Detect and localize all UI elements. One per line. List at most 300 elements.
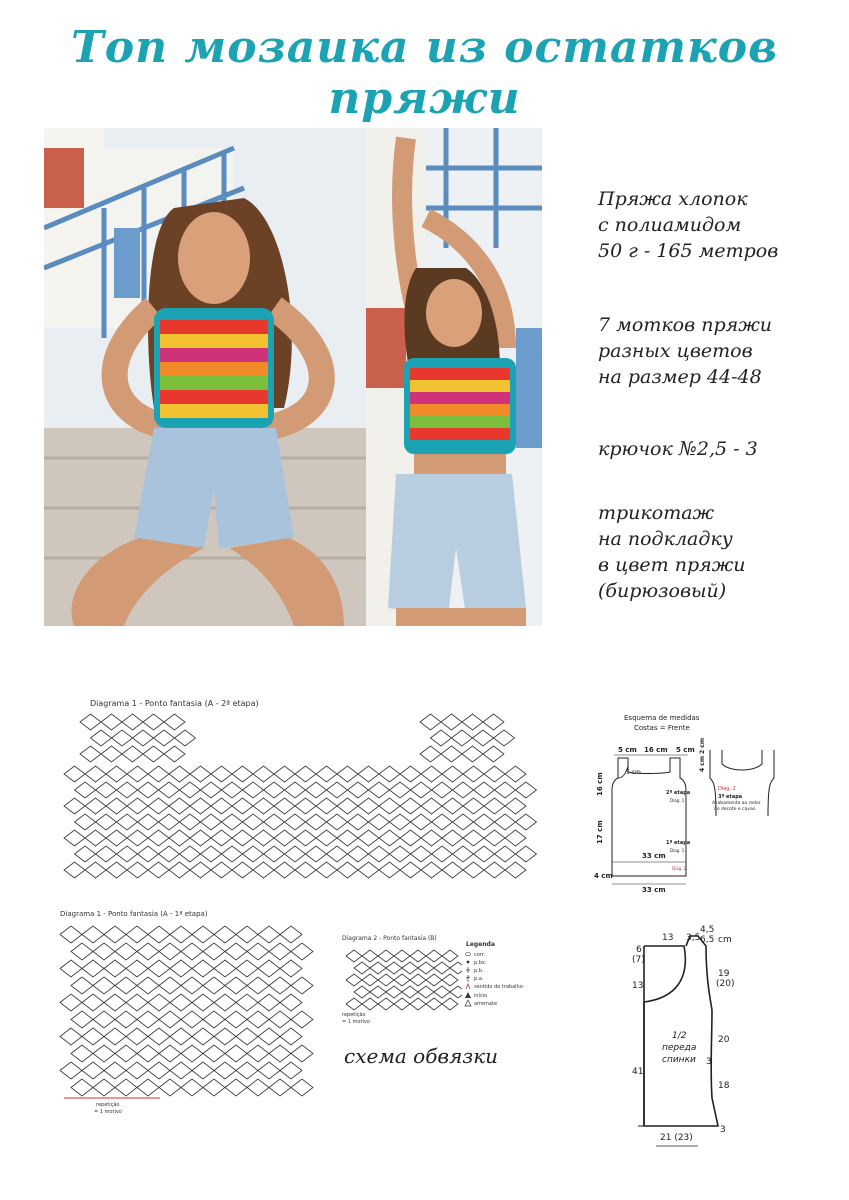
crochet-stitch-mark [201, 814, 222, 830]
crochet-stitch-mark [434, 986, 450, 998]
crochet-stitch-mark [258, 1028, 280, 1045]
pattern-number: 13 [632, 981, 644, 991]
crochet-stitch-mark [169, 766, 190, 782]
pattern-number: (7) [632, 955, 645, 965]
crochet-stitch-mark [214, 926, 236, 943]
crochet-stitch-mark [170, 960, 192, 977]
crochet-stitch-mark [274, 830, 295, 846]
crochet-stitch-mark [421, 830, 442, 846]
measure-label: 5 cm [676, 746, 695, 754]
crochet-stitch-mark [463, 766, 484, 782]
crochet-stitch-mark [192, 926, 214, 943]
crochet-stitch-mark [122, 714, 143, 730]
crochet-stitch-mark [127, 766, 148, 782]
crochet-stitch-mark [291, 1045, 313, 1062]
crochet-stitch-mark [474, 814, 495, 830]
diagram2-footer: = 1 motivo [342, 1019, 370, 1025]
yarn-line: с полиамидом [598, 214, 742, 236]
pattern-number: 13 [662, 933, 674, 943]
measure-label: 1ª etapa [666, 840, 691, 846]
crochet-stitch-mark [225, 1045, 247, 1062]
crochet-stitch-mark [137, 1011, 159, 1028]
crochet-stitch-mark [441, 714, 462, 730]
crochet-stitch-mark [362, 950, 378, 962]
crochet-stitch-mark [148, 798, 169, 814]
crochet-stitch-mark [348, 782, 369, 798]
crochet-stitch-mark [64, 766, 85, 782]
crochet-stitch-mark [402, 986, 418, 998]
crochet-stitch-mark [280, 960, 302, 977]
diagram1-lower-title: Diagrama 1 - Ponto fantasia (A - 1ª etapa) [60, 910, 208, 918]
crochet-stitch-mark [71, 1011, 93, 1028]
legend [462, 938, 542, 1018]
crochet-stitch-mark [295, 830, 316, 846]
crochet-stitch-mark [253, 830, 274, 846]
crochet-stitch-mark [516, 846, 537, 862]
crochet-stitch-mark [441, 746, 462, 762]
crochet-stitch-mark [117, 782, 138, 798]
crochet-stitch-mark [137, 1045, 159, 1062]
crochet-stitch-mark [82, 1028, 104, 1045]
model-photo-standing [366, 128, 542, 626]
crochet-stitch-mark [420, 746, 441, 762]
measure-label: Acabamento ao redor [712, 801, 761, 806]
crochet-stitch-mark [117, 814, 138, 830]
crochet-stitch-mark [253, 862, 274, 878]
crochet-stitch-mark [71, 977, 93, 994]
crochet-stitch-mark [426, 974, 442, 986]
crochet-stitch-mark [126, 994, 148, 1011]
crochet-stitch-mark [431, 730, 452, 746]
lining-line: в цвет пряжи [598, 554, 746, 576]
crochet-stitch-mark [115, 977, 137, 994]
crochet-stitch-mark [442, 798, 463, 814]
crochet-stitch-mark [442, 974, 458, 986]
crochet-stitch-mark [264, 782, 285, 798]
crochet-stitch-mark [247, 943, 269, 960]
crochet-stitch-mark [337, 766, 358, 782]
crochet-stitch-mark [71, 1045, 93, 1062]
pattern-number: 4,5 [700, 925, 715, 935]
crochet-stitch-mark [170, 926, 192, 943]
crochet-stitch-mark [295, 798, 316, 814]
measure-label: 2ª etapa [666, 790, 691, 796]
crochet-stitch-mark [426, 998, 442, 1010]
crochet-stitch-mark [236, 994, 258, 1011]
crochet-stitch-mark [93, 977, 115, 994]
crochet-stitch-mark [159, 846, 180, 862]
lining-line: (бирюзовый) [598, 580, 727, 602]
crochet-stitch-mark [390, 846, 411, 862]
crochet-stitch-mark [316, 766, 337, 782]
crochet-stitch-mark [378, 998, 394, 1010]
crochet-stitch-mark [82, 1062, 104, 1079]
crochet-stitch-mark [143, 714, 164, 730]
model-photo-seated [44, 128, 366, 626]
crochet-stitch-mark [104, 1062, 126, 1079]
crochet-stitch-mark [484, 830, 505, 846]
diagram1-upper-title: Diagrama 1 - Ponto fantasia (A - 2ª etapa) [90, 699, 259, 708]
crochet-stitch-mark [327, 846, 348, 862]
measure-label: 16 cm [644, 746, 668, 754]
yarn-line: 50 г - 165 метров [598, 240, 779, 262]
legend-item: corr. [474, 952, 485, 958]
crochet-stitch-mark [203, 977, 225, 994]
crochet-stitch-mark [462, 714, 483, 730]
crochet-stitch-mark [369, 814, 390, 830]
crochet-stitch-mark [495, 846, 516, 862]
crochet-stitch-mark [236, 1062, 258, 1079]
crochet-stitch-mark [386, 962, 402, 974]
crochet-stitch-mark [280, 1028, 302, 1045]
pattern-number: 41 [632, 1067, 644, 1077]
crochet-stitch-mark [379, 766, 400, 782]
crochet-stitch-mark [211, 830, 232, 846]
crochet-stitch-mark [421, 766, 442, 782]
crochet-stitch-mark [201, 846, 222, 862]
crochet-stitch-mark [269, 1045, 291, 1062]
crochet-stitch-mark [190, 766, 211, 782]
crochet-stitch-mark [243, 814, 264, 830]
pattern-number: 3 [706, 1057, 712, 1067]
crochet-stitch-mark [452, 730, 473, 746]
crochet-stitch-mark [474, 782, 495, 798]
crochet-stitch-mark [337, 830, 358, 846]
crochet-stitch-mark [516, 782, 537, 798]
crochet-stitch-mark [148, 862, 169, 878]
crochet-stitch-mark [420, 714, 441, 730]
crochet-stitch-mark [432, 782, 453, 798]
crochet-stitch-mark [225, 943, 247, 960]
crochet-stitch-mark [192, 994, 214, 1011]
crochet-stitch-mark [483, 714, 504, 730]
crochet-stitch-mark [138, 814, 159, 830]
crochet-stitch-mark [148, 994, 170, 1011]
crochet-stitch-mark [106, 798, 127, 814]
crochet-stitch-mark [192, 1062, 214, 1079]
crochet-stitch-mark [192, 1028, 214, 1045]
crochet-stitch-mark [232, 862, 253, 878]
crochet-stitch-mark [115, 1079, 137, 1096]
crochet-stitch-mark [164, 714, 185, 730]
crochet-stitch-mark [285, 814, 306, 830]
crochet-stitch-mark [274, 862, 295, 878]
crochet-stitch-mark [346, 950, 362, 962]
crochet-stitch-mark [442, 830, 463, 846]
crochet-stitch-mark [354, 986, 370, 998]
pattern-number: 3,5 [686, 933, 701, 943]
crochet-stitch-mark [64, 830, 85, 846]
crochet-stitch-mark [434, 962, 450, 974]
crochet-stitch-mark [394, 950, 410, 962]
crochet-stitch-mark [137, 1079, 159, 1096]
crochet-stitch-mark [148, 1062, 170, 1079]
crochet-stitch-mark [348, 846, 369, 862]
crochet-stitch-mark [358, 798, 379, 814]
crochet-stitch-mark [203, 943, 225, 960]
crochet-stitch-mark [127, 862, 148, 878]
crochet-stitch-mark [93, 943, 115, 960]
crochet-stitch-mark [159, 943, 181, 960]
crochet-stitch-mark [170, 994, 192, 1011]
crochet-stitch-mark [236, 960, 258, 977]
crochet-stitch-mark [269, 1011, 291, 1028]
crochet-stitch-mark [410, 950, 426, 962]
skeins-line: на размер 44-48 [598, 366, 762, 388]
crochet-stitch-mark [181, 1045, 203, 1062]
crochet-stitch-mark [143, 746, 164, 762]
pattern-number: cm [718, 935, 732, 945]
crochet-stitch-mark [432, 814, 453, 830]
crochet-stitch-mark [394, 998, 410, 1010]
crochet-stitch-mark [327, 814, 348, 830]
crochet-stitch-mark [463, 862, 484, 878]
crochet-stitch-mark [211, 766, 232, 782]
crochet-stitch-mark [402, 962, 418, 974]
crochet-stitch-mark [306, 814, 327, 830]
crochet-stitch-mark [306, 846, 327, 862]
crochet-stitch-mark [115, 943, 137, 960]
crochet-stitch-mark [82, 994, 104, 1011]
crochet-stitch-mark [495, 814, 516, 830]
crochet-stitch-mark [181, 977, 203, 994]
measure-label: Diag. 1 [670, 798, 685, 803]
crochet-stitch-mark [358, 862, 379, 878]
legend-item: início [474, 993, 488, 999]
crochet-stitch-mark [516, 814, 537, 830]
crochet-stitch-mark [181, 943, 203, 960]
crochet-stitch-mark [291, 1079, 313, 1096]
crochet-stitch-mark [370, 962, 386, 974]
crochet-stitch-mark [203, 1079, 225, 1096]
crochet-stitch-mark [60, 960, 82, 977]
crochet-stitch-mark [484, 798, 505, 814]
crochet-diagram-lower [40, 906, 325, 1116]
crochet-stitch-mark [60, 1062, 82, 1079]
crochet-stitch-mark [85, 830, 106, 846]
crochet-stitch-mark [93, 1045, 115, 1062]
crochet-stitch-mark [154, 730, 175, 746]
crochet-stitch-mark [494, 730, 515, 746]
crochet-stitch-mark [93, 1079, 115, 1096]
crochet-stitch-mark [400, 862, 421, 878]
crochet-stitch-mark [133, 730, 154, 746]
crochet-stitch-mark [232, 830, 253, 846]
crochet-stitch-mark [181, 1011, 203, 1028]
legend-item: p.a. [474, 976, 484, 982]
crochet-stitch-mark [96, 846, 117, 862]
pattern-label: 1/2 [672, 1031, 687, 1041]
pattern-number: 20 [718, 1035, 730, 1045]
crochet-stitch-mark [180, 782, 201, 798]
crochet-stitch-mark [505, 830, 526, 846]
crochet-stitch-mark [148, 830, 169, 846]
crochet-stitch-mark [170, 1028, 192, 1045]
crochet-stitch-mark [410, 974, 426, 986]
crochet-stitch-mark [258, 1062, 280, 1079]
crochet-stitch-mark [295, 862, 316, 878]
crochet-stitch-mark [280, 1062, 302, 1079]
crochet-stitch-mark [410, 998, 426, 1010]
crochet-stitch-mark [225, 1079, 247, 1096]
crochet-stitch-mark [211, 798, 232, 814]
crochet-stitch-mark [390, 814, 411, 830]
crochet-stitch-mark [274, 766, 295, 782]
crochet-stitch-mark [104, 960, 126, 977]
crochet-stitch-mark [170, 1062, 192, 1079]
crochet-stitch-mark [126, 926, 148, 943]
crochet-stitch-mark [203, 1045, 225, 1062]
crochet-stitch-mark [159, 977, 181, 994]
crochet-stitch-mark [214, 1028, 236, 1045]
lining-info [598, 500, 746, 604]
crochet-stitch-mark [337, 798, 358, 814]
hook-line: крючок №2,5 - 3 [598, 438, 758, 460]
crochet-stitch-mark [386, 986, 402, 998]
crochet-stitch-mark [80, 746, 101, 762]
measure-label: 5 cm [618, 746, 637, 754]
crochet-stitch-mark [346, 974, 362, 986]
crochet-stitch-mark [82, 960, 104, 977]
crochet-stitch-mark [358, 830, 379, 846]
crochet-stitch-mark [137, 977, 159, 994]
crochet-stitch-mark [159, 1079, 181, 1096]
measure-label: 2 cm [699, 737, 706, 754]
crochet-stitch-mark [370, 986, 386, 998]
crochet-stitch-mark [426, 950, 442, 962]
crochet-stitch-mark [442, 998, 458, 1010]
crochet-stitch-mark [379, 862, 400, 878]
measure-label: 16 cm [596, 772, 604, 796]
trim-scheme-label: схема обвязки [344, 1044, 499, 1068]
crochet-stitch-mark [362, 998, 378, 1010]
crochet-stitch-mark [306, 782, 327, 798]
measure-label: 3ª etapa [718, 794, 743, 800]
crochet-stitch-mark [505, 766, 526, 782]
crochet-stitch-mark [138, 846, 159, 862]
crochet-stitch-mark [75, 846, 96, 862]
crochet-stitch-mark [222, 782, 243, 798]
crochet-stitch-mark [421, 798, 442, 814]
measure-label: 5 cm [626, 769, 641, 776]
crochet-stitch-mark [71, 943, 93, 960]
crochet-stitch-mark [483, 746, 504, 762]
crochet-stitch-mark [126, 1062, 148, 1079]
measure-subtitle: Costas = Frente [634, 724, 690, 732]
crochet-stitch-mark [316, 862, 337, 878]
crochet-stitch-mark [418, 962, 434, 974]
crochet-stitch-mark [243, 782, 264, 798]
yarn-info [598, 186, 778, 264]
pattern-number: 6,5 [700, 935, 715, 945]
crochet-stitch-mark [222, 846, 243, 862]
crochet-stitch-mark [93, 1011, 115, 1028]
crochet-stitch-mark [264, 846, 285, 862]
crochet-stitch-mark [96, 814, 117, 830]
crochet-stitch-mark [442, 862, 463, 878]
crochet-stitch-mark [60, 926, 82, 943]
crochet-stitch-mark [126, 960, 148, 977]
crochet-stitch-mark [127, 830, 148, 846]
diagram2-title: Diagrama 2 - Ponto fantasia (B) [342, 935, 437, 942]
crochet-stitch-mark [269, 977, 291, 994]
crochet-stitch-mark [91, 730, 112, 746]
crochet-stitch-mark [421, 862, 442, 878]
crochet-stitch-mark [148, 960, 170, 977]
crochet-stitch-mark [180, 814, 201, 830]
crochet-stitch-mark [400, 766, 421, 782]
crochet-stitch-mark [211, 862, 232, 878]
crochet-stitch-mark [159, 1045, 181, 1062]
crochet-stitch-mark [85, 862, 106, 878]
crochet-stitch-mark [247, 1079, 269, 1096]
crochet-stitch-mark [190, 798, 211, 814]
pattern-label: спинки [662, 1055, 696, 1065]
crochet-stitch-mark [159, 814, 180, 830]
crochet-stitch-mark [295, 766, 316, 782]
crochet-stitch-mark [418, 986, 434, 998]
crochet-stitch-mark [159, 1011, 181, 1028]
crochet-stitch-mark [346, 998, 362, 1010]
crochet-stitch-mark [442, 950, 458, 962]
crochet-stitch-mark [122, 746, 143, 762]
crochet-stitch-mark [400, 830, 421, 846]
measure-label: Diag. 2 [718, 786, 736, 792]
legend-item: p.b. [474, 968, 484, 974]
crochet-stitch-mark [75, 782, 96, 798]
measure-label: Diag. 1 [670, 848, 685, 853]
crochet-stitch-mark [291, 943, 313, 960]
crochet-stitch-mark [201, 782, 222, 798]
crochet-stitch-mark [247, 1045, 269, 1062]
crochet-stitch-mark [379, 798, 400, 814]
crochet-stitch-mark [247, 1011, 269, 1028]
crochet-stitch-mark [378, 950, 394, 962]
crochet-stitch-mark [60, 994, 82, 1011]
crochet-stitch-mark [394, 974, 410, 986]
crochet-stitch-mark [453, 782, 474, 798]
page-title: Топ мозаика из остатков пряжи [71, 22, 778, 124]
crochet-stitch-mark [75, 814, 96, 830]
crochet-stitch-mark [117, 846, 138, 862]
crochet-stitch-mark [169, 830, 190, 846]
crochet-stitch-mark [106, 862, 127, 878]
crochet-stitch-mark [85, 798, 106, 814]
crochet-stitch-mark [232, 766, 253, 782]
crochet-stitch-mark [180, 846, 201, 862]
crochet-stitch-mark [232, 798, 253, 814]
crochet-stitch-mark [243, 846, 264, 862]
crochet-stitch-mark [280, 926, 302, 943]
crochet-stitch-mark [258, 926, 280, 943]
measure-label: 17 cm [596, 820, 604, 844]
crochet-stitch-mark [96, 782, 117, 798]
crochet-stitch-mark [71, 1079, 93, 1096]
crochet-stitch-mark [138, 782, 159, 798]
crochet-stitch-mark [378, 974, 394, 986]
crochet-stitch-mark [411, 846, 432, 862]
crochet-stitch-mark [495, 782, 516, 798]
pattern-label: переда [662, 1043, 697, 1053]
measure-label: Diag. 2 [672, 866, 687, 871]
crochet-stitch-mark [101, 746, 122, 762]
crochet-stitch-mark [411, 782, 432, 798]
crochet-stitch-mark [106, 766, 127, 782]
crochet-stitch-mark [225, 977, 247, 994]
crochet-stitch-mark [264, 814, 285, 830]
crochet-stitch-mark [106, 830, 127, 846]
crochet-stitch-mark [474, 846, 495, 862]
